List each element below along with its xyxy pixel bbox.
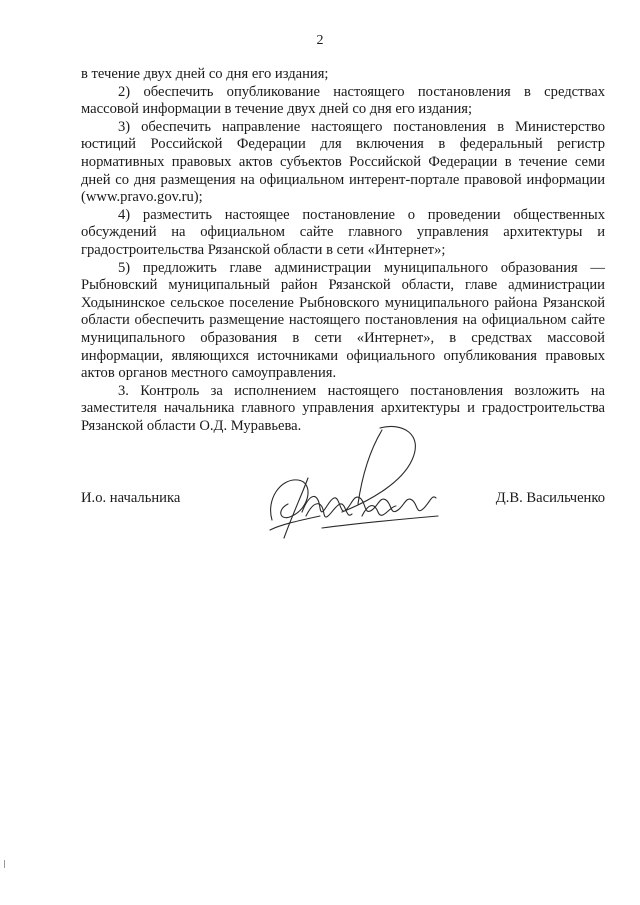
scan-margin-mark: [4, 860, 5, 868]
paragraph-item-5: 5) предложить главе администрации муниципального образования — Рыбновский муниципальный район Рязанской области, главе администрации Ходынинское сельское поселение Рыбновского муниципального района Рязанской области обеспечить размещение настоящего постановления на официальном сайте муниципального образования в сети «Интернет», в средствах массовой информации, являющихся источниками официального опубликования правовых актов органов местного самоуправления.: [81, 259, 605, 382]
paragraph-item-2: 2) обеспечить опубликование настоящего постановления в средствах массовой информации в течение двух дней со дня его издания;: [81, 83, 605, 118]
paragraph-item-3: 3) обеспечить направление настоящего постановления в Министерство юстиций Российской Федерации для включения в федеральный регистр нормативных правовых актов субъектов Российской Федерации в течение семи дней со дня размещения на официальном интерент-портале правовой информации (www.pravo.gov.ru);: [81, 118, 605, 206]
handwritten-signature: [262, 420, 442, 550]
page-number: 2: [316, 33, 324, 48]
document-body: [81, 66, 605, 435]
paragraph-continuation: в течение двух дней со дня его издания;: [81, 66, 329, 82]
signer-name: Д.В. Васильченко: [495, 490, 605, 506]
paragraph-control-clause: 3. Контроль за исполнением настоящего постановления возложить на заместителя начальника главного управления архитектуры и градостроительства Рязанской области О.Д. Муравьева.: [81, 382, 605, 434]
signer-title: И.о. начальника: [81, 490, 181, 506]
paragraph-item-4: 4) разместить настоящее постановление о проведении общественных обсуждений на официальном сайте главного управления архитектуры и градостроительства Рязанской области в сети «Интернет»;: [81, 206, 605, 258]
